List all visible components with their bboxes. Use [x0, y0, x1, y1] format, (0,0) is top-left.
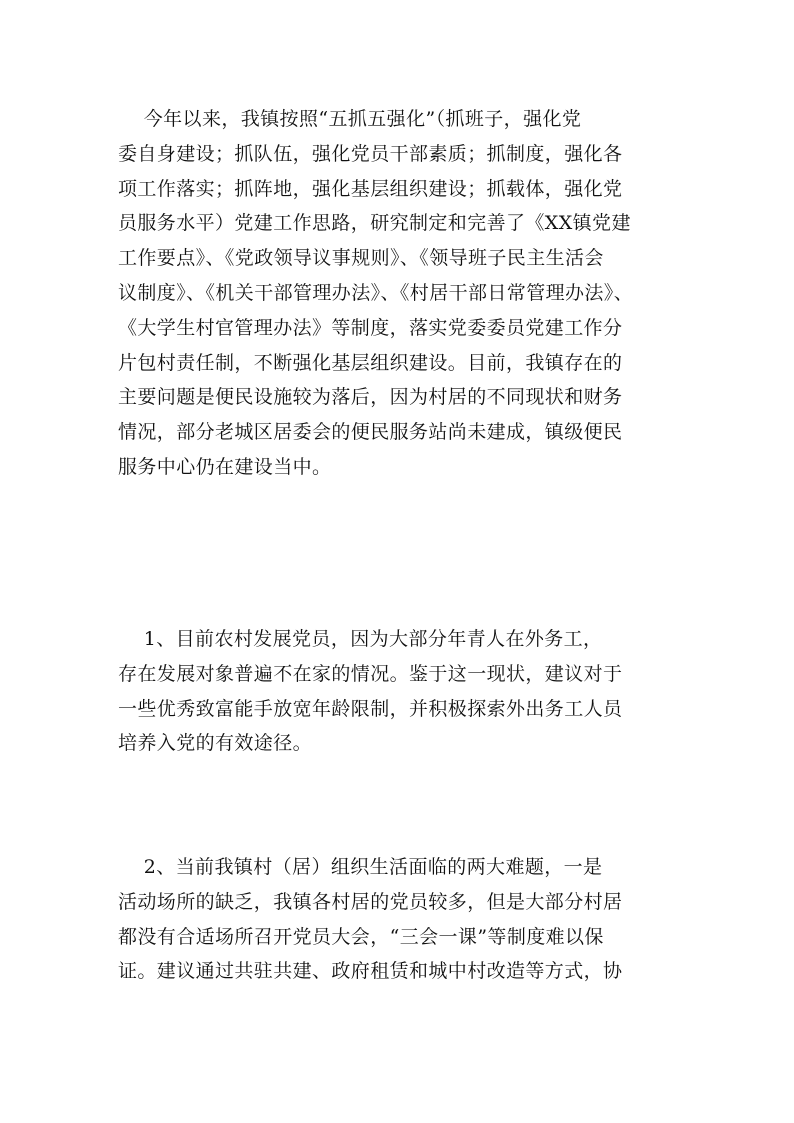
paragraph-line: 主要问题是便民设施较为落后，因为村居的不同现状和财务: [118, 386, 623, 409]
paragraph-line: 项工作落实；抓阵地，强化基层组织建设；抓载体，强化党: [118, 177, 623, 200]
paragraph-line: 片包村责任制，不断强化基层组织建设。目前，我镇存在的: [118, 351, 623, 374]
paragraph-item-2: [118, 850, 678, 989]
paragraph-line: 服务中心仍在建设当中。: [118, 455, 332, 478]
paragraph-line: 员服务水平）党建工作思路，研究制定和完善了《XX镇党建: [118, 212, 631, 235]
paragraph-line: 都没有合适场所召开党员大会，“三会一课”等制度难以保: [118, 925, 604, 948]
paragraph-line: 活动场所的缺乏，我镇各村居的党员较多，但是大部分村居: [118, 890, 623, 913]
paragraph-line: 培养入党的有效途径。: [118, 732, 313, 755]
paragraph-line: 工作要点》、《党政领导议事规则》、《领导班子民主生活会: [118, 247, 604, 270]
paragraph-party-building-overview: [118, 102, 678, 485]
paragraph-line: 委自身建设；抓队伍，强化党员干部素质；抓制度，强化各: [118, 142, 623, 165]
paragraph-line: 存在发展对象普遍不在家的情况。鉴于这一现状，建议对于: [118, 662, 623, 685]
paragraph-line: 议制度》、《机关干部管理办法》、《村居干部日常管理办法》、: [118, 281, 634, 304]
paragraph-line: 2、当前我镇村（居）组织生活面临的两大难题，一是: [118, 856, 603, 878]
paragraph-line: 《大学生村官管理办法》等制度，落实党委委员党建工作分: [118, 316, 623, 339]
paragraph-line: 一些优秀致富能手放宽年龄限制，并积极探索外出务工人员: [118, 697, 623, 720]
paragraph-line: 证。建议通过共驻共建、政府租赁和城中村改造等方式，协: [118, 960, 623, 983]
paragraph-line: 1、目前农村发展党员，因为大部分年青人在外务工，: [118, 628, 603, 650]
paragraph-line: 今年以来，我镇按照“五抓五强化”（抓班子，强化党: [118, 108, 582, 130]
paragraph-line: 情况，部分老城区居委会的便民服务站尚未建成，镇级便民: [118, 421, 623, 444]
paragraph-item-1: [118, 622, 678, 761]
